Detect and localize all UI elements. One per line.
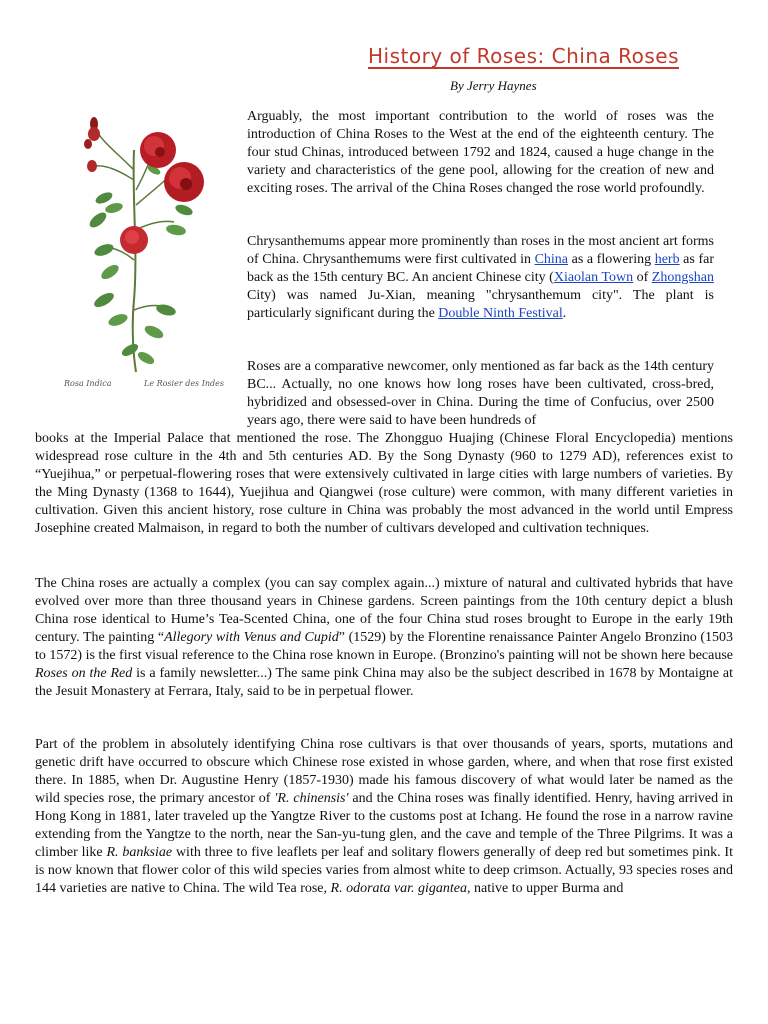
paragraph-newcomer-continued: books at the Imperial Palace that mentioned the rose. The Zhongguo Huajing (Chinese Floral Encyclopedia) mentions widespread rose culture in the 4th and 5th centuries AD. By the Song Dynasty (960 to 1279 AD), references exist to “Yuejihua,” or perpetual-flowering roses that were extensively cultivated in large cities with large numbers of varieties. By the Ming Dynasty (1368 to 1644), Yuejihua and Qiangwei (rose culture) were common, with many different varieties in cultivation. Given this ancient history, rose culture in China was probably the most advanced in the world until Empress Josephine created Malmaison, in regard to both the number of cultivars developed and cultivation techniques. [35, 431, 733, 536]
link-double-ninth-festival[interactable]: Double Ninth Festival [438, 306, 563, 321]
page-title: History of Roses: China Roses [368, 44, 679, 68]
rose-illustration [34, 110, 234, 400]
species-name: R. odorata var. gigantea [330, 881, 468, 896]
paragraph-intro: Arguably, the most important contribution to the world of roses was the introduction of China Roses to the West at the end of the eighteenth century. The four stud Chinas, introduced between 1792 and 1824, caused a huge change in the variety and characteristics of the gene pool, allowing for the creation of new and exciting roses. The arrival of the China Roses changed the rose world profoundly. [247, 109, 714, 196]
text-fragment: . [562, 306, 567, 321]
text-fragment: of [633, 270, 652, 285]
text-fragment: and the China roses was finally identified. Henry, having arrived in Hong Kong in 1881, later traveled up the Yangtze River to the customs post at Ichang. He found the rose in a narrow ravine extending from the Yangtze to the north, near the San-yu-tung glen, and the cave and temple of the Three Pilgrims. It was a climber like [35, 791, 733, 860]
text-fragment: is a family newsletter...) The same pink China may also be the subject described in 1678 by Montaigne at the Jesuit Monastery at Ferrara, Italy, said to be in perpetual flower. [35, 666, 734, 699]
link-herb[interactable]: herb [654, 252, 680, 267]
text-fragment: Chrysanthemums appear more prominently than roses in the most ancient art forms of China. Chrysanthemums were first cultivated in [247, 234, 714, 267]
byline: By Jerry Haynes [450, 78, 537, 93]
link-china[interactable]: China [534, 252, 569, 267]
link-xiaolan-town[interactable]: Xiaolan Town [553, 270, 634, 285]
newsletter-name: Roses on the Red [35, 666, 133, 681]
illustration-caption-left: Rosa Indica [64, 379, 112, 388]
paragraph-chrysanthemums [247, 233, 714, 323]
text-fragment: Part of the problem in absolutely identifying China rose cultivars is that over thousands of years, sports, mutations and genetic drift have occurred to obscure which Chinese rose existed in whose garden, where, and when that rose first existed there. In 1885, when Dr. Augustine Henry (1857-1930) made his famous discovery of what would later be named as the wild species rose, the primary ancestor of [35, 737, 733, 806]
text-fragment: , native to upper Burma and [467, 881, 624, 896]
paragraph-identification [35, 736, 733, 898]
painting-title: Allegory with Venus and Cupid [164, 630, 339, 645]
text-fragment: as far back as the 15th century BC. An ancient Chinese city ( [247, 252, 714, 285]
illustration-caption-right: Le Rosier des Indes [144, 379, 224, 388]
text-fragment: with three to five leaflets per leaf and solitary flowers generally of deep red but sometimes pink. It is now known that flower color of this wild species varies from almost white to deep crimson. Actually, 93 species roses and 144 varieties are native to China. The wild Tea rose, [35, 845, 733, 896]
species-name: 'R. chinensis' [274, 791, 349, 806]
text-fragment: as a flowering [568, 252, 655, 267]
text-fragment: ” (1529) by the Florentine renaissance Painter Angelo Bronzino (1503 to 1572) is the first visual reference to the China rose known in Europe. (Bronzino's painting will not be shown here because [35, 630, 733, 663]
paragraph-newcomer-start: Roses are a comparative newcomer, only mentioned as far back as the 14th century BC... Actually, no one knows how long roses have been cultivated, cross-bred, hybridized and obsessed-over in China. During the time of Confucius, over 2500 years ago, there were said to have been hundreds of [247, 359, 714, 428]
paragraph-complex-hybrids [35, 575, 733, 701]
species-name: R. banksiae [106, 845, 173, 860]
text-fragment: City) was named Ju-Xian, meaning "chrysanthemum city". The plant is particularly significant during the [247, 288, 714, 321]
link-zhongshan[interactable]: Zhongshan [651, 270, 714, 285]
text-fragment: The China roses are actually a complex (you can say complex again...) mixture of natural and cultivated hybrids that have evolved over more than three thousand years in Chinese gardens. Screen paintings from the 10th century depict a blush China rose identical to Hume’s Tea-Scented China, one of the four China stud roses brought to Europe in the early 19th century. The painting “ [35, 576, 733, 645]
